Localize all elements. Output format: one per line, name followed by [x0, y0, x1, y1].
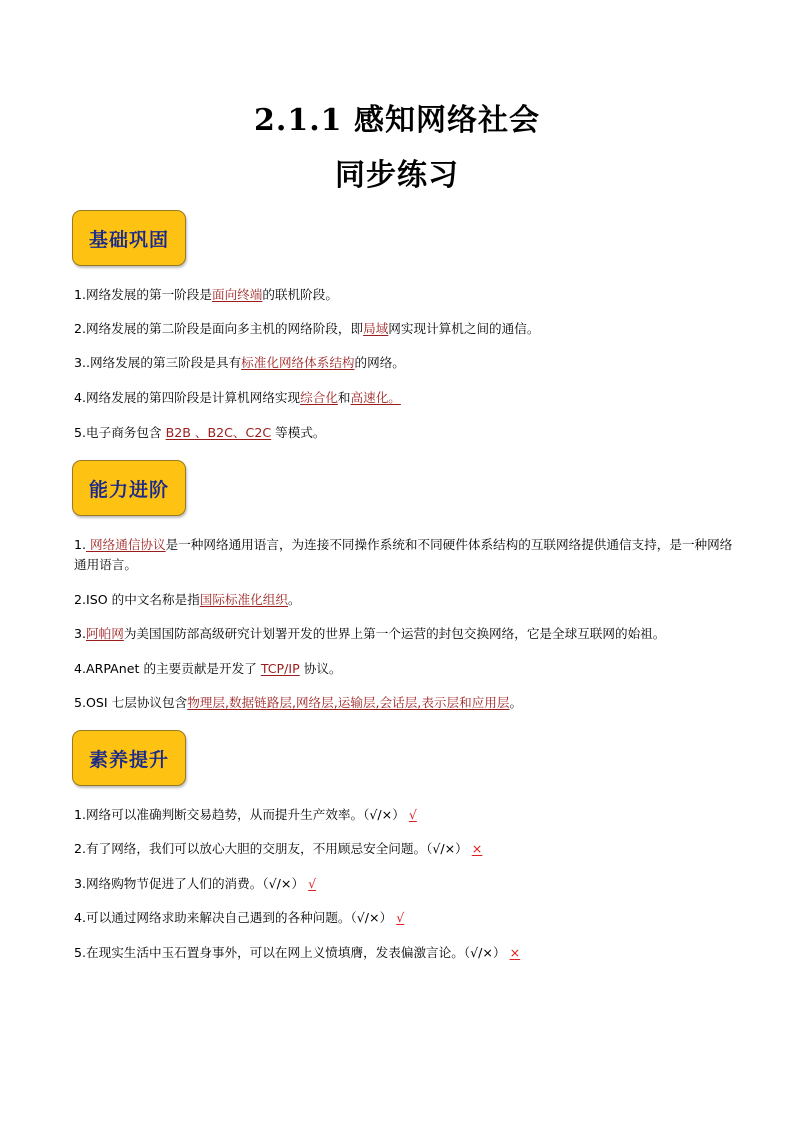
section-badge-advanced [72, 460, 186, 516]
question-item: 3.阿帕网为美国国防部高级研究计划署开发的世界上第一个运营的封包交换网络，它是全球互联网的始祖。 [74, 626, 666, 641]
question-item: 2.网络发展的第二阶段是面向多主机的网络阶段，即局域网实现计算机之间的通信。 [74, 321, 540, 336]
question-item: 4.ARPAnet 的主要贡献是开发了 TCP/IP 协议。 [74, 661, 342, 676]
answer-blank: 网络通信协议 [86, 537, 166, 552]
answer-blank: B2B 、B2C、C2C [165, 425, 272, 440]
page-title: 2.1.1 感知网络社会 [254, 103, 540, 138]
question-item: 2.有了网络，我们可以放心大胆的交朋友，不用顾忌安全问题。（√/×） × [74, 841, 483, 856]
question-item: 1.网络发展的第一阶段是面向终端的联机阶段。 [74, 287, 338, 302]
question-item: 5.电子商务包含 B2B 、B2C、C2C 等模式。 [74, 425, 326, 440]
question-item: 5.在现实生活中玉石置身事外，可以在网上义愤填膺，发表偏激言论。（√/×） × [74, 945, 521, 960]
answer-mark: √ [308, 876, 317, 891]
answer-blank: 阿帕网 [86, 626, 124, 641]
section-badge-label: 素养提升 [88, 748, 169, 771]
question-item: 4.网络发展的第四阶段是计算机网络实现综合化和高速化。 [74, 390, 401, 405]
section-badge-basic [72, 210, 186, 266]
question-item: 1.网络可以准确判断交易趋势，从而提升生产效率。（√/×） √ [74, 807, 417, 822]
answer-blank: 物理层,数据链路层,网络层,运输层,会话层,表示层和应用层 [187, 695, 510, 710]
answer-mark: √ [408, 807, 417, 822]
question-item: 1. 网络通信协议是一种网络通用语言，为连接不同操作系统和不同硬件体系结构的互联网络提供通信支持，是一种网络通用语言。 [74, 537, 733, 572]
page-subtitle: 同步练习 [335, 158, 459, 193]
section-badge-literacy [72, 730, 186, 786]
question-item: 2.ISO 的中文名称是指国际标准化组织。 [74, 592, 301, 607]
section-badge-label: 基础巩固 [88, 228, 169, 251]
answer-blank: 标准化网络体系结构 [241, 355, 355, 370]
answer-blank: TCP/IP [260, 661, 300, 676]
answer-mark: × [471, 841, 483, 856]
answer-blank: 面向终端 [211, 287, 263, 302]
answer-blank: 国际标准化组织 [199, 592, 288, 607]
answer-mark: √ [396, 910, 405, 925]
question-item: 3..网络发展的第三阶段是具有标准化网络体系结构的网络。 [74, 355, 405, 370]
answer-blank: 综合化 [300, 390, 338, 405]
answer-mark: × [509, 945, 521, 960]
question-item: 5.OSI 七层协议包含物理层,数据链路层,网络层,运输层,会话层,表示层和应用层。 [74, 695, 523, 710]
question-item: 3.网络购物节促进了人们的消费。（√/×） √ [74, 876, 317, 891]
section-badge-label: 能力进阶 [88, 478, 169, 501]
answer-blank: 高速化。 [350, 390, 401, 405]
answer-blank: 局域 [363, 321, 389, 336]
question-item: 4.可以通过网络求助来解决自己遇到的各种问题。（√/×） √ [74, 910, 405, 925]
